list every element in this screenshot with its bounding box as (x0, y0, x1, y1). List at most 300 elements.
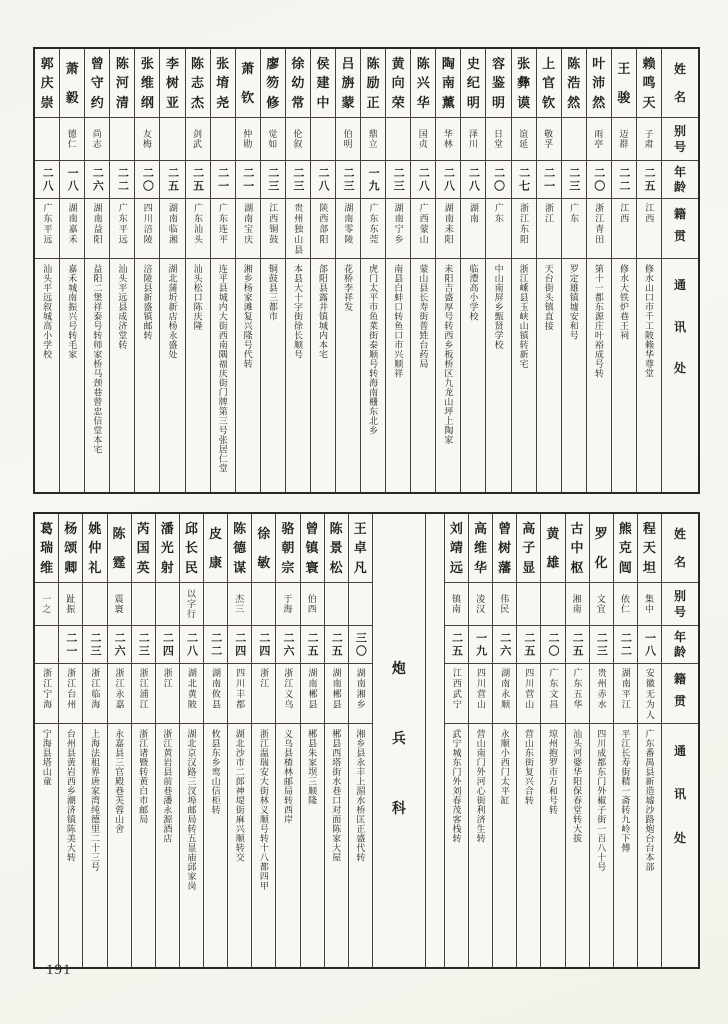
glyph: 修 (266, 95, 280, 111)
header-age-text (674, 165, 686, 195)
glyph: 礼 (88, 560, 102, 576)
entry-name-text (342, 53, 355, 113)
entry-age (110, 160, 134, 198)
entry-origin (361, 198, 385, 258)
glyph: 侯 (316, 55, 330, 71)
entry-alias-text: 文宜 (595, 594, 606, 614)
entry-address (132, 723, 155, 967)
glyph: 年 (673, 165, 686, 180)
entry-column (159, 49, 184, 492)
entry-origin-text: 四川丰都 (235, 668, 246, 710)
glyph: 皮 (209, 525, 223, 541)
glyph: 陈 (233, 520, 247, 536)
entry-origin (637, 198, 661, 258)
glyph: 官 (542, 75, 556, 91)
glyph: 王 (353, 520, 367, 536)
glyph: 炮 (391, 662, 406, 678)
entry-origin (638, 663, 661, 723)
entry-age-text: 二五 (166, 166, 179, 193)
entry-name-text (166, 53, 179, 113)
entry-name (614, 514, 637, 582)
entry-origin (612, 198, 636, 258)
entry-column (324, 514, 348, 967)
glyph: 化 (594, 555, 608, 571)
header-address (662, 723, 698, 967)
entry-address-text: 湖北沙市二郎神堤街麻兴顺转交 (234, 729, 245, 862)
glyph: 蒙 (341, 95, 355, 111)
entry-name (228, 514, 251, 582)
glyph: 程 (642, 520, 656, 536)
entry-name-text (66, 53, 79, 113)
entry-address-text: 临澧高小学校 (468, 264, 479, 321)
entry-address (336, 258, 360, 492)
glyph: 中 (570, 540, 584, 556)
entry-origin-text: 广东汕头 (192, 203, 203, 245)
entry-origin-text: 浙江 (162, 668, 173, 689)
entry-age (85, 160, 109, 198)
entry-origin-text: 四川营山 (524, 668, 535, 710)
entry-address-text: 蒙山县长寿街普甡台药局 (418, 264, 429, 369)
header-alias (662, 582, 698, 625)
entry-origin (336, 198, 360, 258)
header-name (662, 49, 698, 117)
entry-address (637, 258, 661, 492)
entry-alias-text: 子肃 (643, 129, 654, 149)
entry-origin (204, 663, 227, 723)
entry-age (59, 625, 82, 663)
entry-name (637, 49, 661, 117)
glyph: 陈 (115, 55, 129, 71)
entry-address (252, 723, 275, 967)
entry-age (638, 625, 661, 663)
entry-column (210, 49, 235, 492)
entry-alias (59, 582, 82, 625)
entry-address (590, 723, 613, 967)
entry-name (160, 49, 184, 117)
entry-origin (276, 663, 299, 723)
entry-address (386, 258, 410, 492)
entry-address (211, 258, 235, 492)
entry-alias (590, 582, 613, 625)
entry-address-text: 本县大十字街徐长顺号 (292, 264, 303, 359)
entry-name-text (367, 53, 380, 113)
glyph: 树 (165, 75, 179, 91)
entry-column (348, 514, 372, 967)
glyph: 陶 (441, 55, 455, 71)
entry-address-text: 虎门太平市鱼菜街泰顺号转海南栅东北乡 (368, 264, 379, 435)
entry-age-text: 二五 (191, 166, 204, 193)
glyph: 骏 (617, 90, 631, 106)
entry-address-text: 郴县西塔街水巷口对面陈家大屋 (331, 729, 342, 862)
entry-column (134, 49, 159, 492)
entry-name-text (498, 518, 511, 578)
glyph: 中 (316, 95, 330, 111)
entry-address-text: 四川成都东门外椒子街一百八十号 (596, 729, 607, 872)
entry-alias-text: 伟民 (499, 594, 510, 614)
entry-origin (60, 198, 84, 258)
glyph: 敏 (257, 555, 271, 571)
entry-address (286, 258, 310, 492)
entry-name (211, 49, 235, 117)
glyph: 葛 (40, 520, 54, 536)
entry-age (252, 625, 275, 663)
glyph: 浩 (567, 75, 581, 91)
entry-origin (311, 198, 335, 258)
entry-address (562, 258, 586, 492)
entry-age (211, 160, 235, 198)
entry-age (276, 625, 299, 663)
entry-origin (517, 663, 540, 723)
entry-address-text: 汕头松口陈庆隆 (192, 264, 203, 331)
entry-name-text (595, 518, 608, 578)
entry-age-text: 二五 (642, 166, 655, 193)
entry-age (325, 625, 348, 663)
entry-name (493, 514, 516, 582)
glyph: 景 (329, 540, 343, 556)
glyph: 张 (517, 55, 531, 71)
glyph: 郭 (40, 55, 54, 71)
entry-age-text: 二四 (257, 631, 270, 658)
entry-alias (517, 582, 540, 625)
entry-alias (228, 582, 251, 625)
entry-name (461, 49, 485, 117)
entry-alias-text: 觉如 (267, 129, 278, 149)
entry-origin-text: 湖北黄陂 (186, 668, 197, 710)
entry-age-text: 二三 (392, 166, 405, 193)
entry-name-text (266, 53, 279, 113)
entry-alias (110, 117, 134, 160)
entry-origin-text: 江西铜鼓 (268, 203, 279, 245)
entry-address-text: 修水山口市千工陂赖华尊堂 (644, 264, 655, 378)
entry-name-text (442, 53, 455, 113)
glyph: 徐 (257, 525, 271, 541)
glyph: 贯 (673, 229, 686, 243)
header-origin (662, 198, 698, 258)
entry-column (385, 49, 410, 492)
entry-alias-text: 仲勋 (242, 129, 253, 149)
entry-age-text: 二〇 (546, 631, 559, 658)
entry-alias (445, 582, 468, 625)
glyph: 籍 (673, 672, 686, 686)
glyph: 显 (522, 560, 536, 576)
entry-name-text (567, 53, 580, 113)
entry-address-text: 汕头平远县成济堂转 (117, 264, 128, 350)
entry-origin-text: 浙江青田 (594, 203, 605, 245)
entry-age (301, 625, 324, 663)
entry-origin (386, 198, 410, 258)
entry-origin (325, 663, 348, 723)
entry-origin-text: 贵州赤水 (596, 668, 607, 710)
entry-name-text (216, 53, 229, 113)
entry-column (107, 514, 131, 967)
entry-alias (85, 117, 109, 160)
entry-alias (349, 582, 372, 625)
glyph: 坦 (642, 560, 656, 576)
entry-column (335, 49, 360, 492)
entry-alias-text: 国贞 (417, 129, 428, 149)
entry-address-text: 铜鼓县三都市 (267, 264, 278, 321)
entry-address (361, 258, 385, 492)
entry-address (612, 258, 636, 492)
entry-alias-text: 剑武 (192, 129, 203, 149)
entry-origin (35, 663, 58, 723)
entry-age-text: 二七 (517, 166, 530, 193)
entry-name (59, 514, 82, 582)
entry-origin-text: 广东平远 (42, 203, 53, 245)
glyph: 建 (316, 75, 330, 91)
glyph: 志 (191, 75, 205, 91)
entry-age (160, 160, 184, 198)
entry-column (109, 49, 134, 492)
entry-age (135, 160, 159, 198)
glyph: 鸣 (642, 75, 656, 91)
glyph: 曾 (305, 520, 319, 536)
entry-name (35, 49, 59, 117)
entry-age-text: 二三 (567, 166, 580, 193)
entry-name-text (474, 518, 487, 578)
entry-alias (252, 582, 275, 625)
entry-address-text: 郃阳县露井镇城内本宅 (318, 264, 329, 359)
glyph: 王 (617, 60, 631, 76)
glyph: 萧 (241, 60, 255, 76)
glyph: 寰 (305, 560, 319, 576)
entry-origin (132, 663, 155, 723)
glyph: 鉴 (491, 75, 505, 91)
entry-name (386, 49, 410, 117)
entry-address-text: 永嘉县三官殿巷芙蓉山舍 (114, 729, 125, 834)
entry-alias (361, 117, 385, 160)
glyph: 陈 (191, 55, 205, 71)
entry-name-text (91, 53, 104, 113)
entry-address (512, 258, 536, 492)
entry-address-text: 南县白蚌口转鱼口市兴顺祥 (393, 264, 404, 378)
glyph: 明 (466, 95, 480, 111)
entry-name-text (241, 53, 254, 113)
entry-name (85, 49, 109, 117)
entry-column (460, 49, 485, 492)
glyph: 镇 (305, 540, 319, 556)
entry-column (59, 49, 84, 492)
glyph: 号 (673, 605, 686, 620)
entry-name-text (546, 518, 559, 578)
entry-column (84, 49, 109, 492)
entry-age (512, 160, 536, 198)
glyph: 讯 (673, 319, 686, 334)
glyph: 树 (498, 540, 512, 556)
entry-age (486, 160, 510, 198)
glyph: 正 (366, 95, 380, 111)
header-age (662, 625, 698, 663)
entry-age-text: 二八 (41, 166, 54, 193)
entry-name (486, 49, 510, 117)
entry-column (485, 49, 510, 492)
glyph: 靖 (449, 540, 463, 556)
entry-address-text: 广东番禺县新造墟沙路炮台台本部 (644, 729, 655, 872)
glyph: 芮 (136, 520, 150, 536)
entry-origin-text: 湖南临湘 (167, 203, 178, 245)
entry-origin-text: 浙江台州 (66, 668, 77, 710)
entry-age-text: 二四 (161, 631, 174, 658)
glyph: 廖 (266, 55, 280, 71)
entry-alias (261, 117, 285, 160)
entry-name-text (306, 518, 319, 578)
glyph: 张 (216, 55, 230, 71)
entry-origin-text: 广东连平 (218, 203, 229, 245)
entry-name (132, 514, 155, 582)
entry-name-text (137, 518, 150, 578)
entry-name-text (233, 518, 246, 578)
entry-name-text (392, 53, 405, 113)
header-origin-text (674, 203, 686, 247)
glyph: 堉 (216, 75, 230, 91)
entry-column (185, 49, 210, 492)
entry-alias (493, 582, 516, 625)
entry-address (638, 723, 661, 967)
entry-address-text: 耒阳吉盛厚号转西乡板桥区九龙山坪上陶家 (443, 264, 454, 445)
glyph: 名 (673, 89, 686, 104)
entry-address (85, 258, 109, 492)
entry-alias (211, 117, 235, 160)
entry-origin-text: 浙江宁海 (42, 668, 53, 710)
glyph: 民 (184, 560, 198, 576)
entry-address-text: 义乌县楂林邮局转西岸 (283, 729, 293, 824)
glyph: 常 (291, 95, 305, 111)
entry-column (203, 514, 227, 967)
entry-name (236, 49, 260, 117)
entry-column (360, 49, 385, 492)
entry-origin-text: 湖南永顺 (500, 668, 511, 710)
entry-origin-text: 湖南郴县 (331, 668, 342, 710)
entry-alias-text: 鼎立 (367, 129, 378, 149)
entry-age (587, 160, 611, 198)
entry-address-text: 湖北京汉路三汊埠邮局转五显庙邱家岗 (186, 729, 197, 891)
glyph: 容 (491, 55, 505, 71)
section-spacer-column (425, 514, 444, 967)
glyph: 钦 (542, 95, 556, 111)
entry-age-text: 二〇 (592, 166, 605, 193)
entry-column (179, 514, 203, 967)
entry-address (236, 258, 260, 492)
entry-column (444, 514, 468, 967)
entry-origin (186, 198, 210, 258)
entry-age-text: 一八 (643, 631, 656, 658)
entry-address (517, 723, 540, 967)
entry-origin-text: 广东 (493, 203, 504, 224)
glyph: 赖 (642, 55, 656, 71)
entry-alias (186, 117, 210, 160)
entry-alias (301, 582, 324, 625)
entry-origin (614, 663, 637, 723)
entry-address (180, 723, 203, 967)
entry-alias (108, 582, 131, 625)
glyph: 姚 (88, 520, 102, 536)
entry-age-text: 二八 (467, 166, 480, 193)
glyph: 凡 (353, 560, 367, 576)
entry-address-text: 花桥李祥发 (343, 264, 354, 312)
entry-origin-text: 湖南零陵 (343, 203, 354, 245)
entry-name-text (619, 518, 632, 578)
entry-column (589, 514, 613, 967)
entry-name (108, 514, 131, 582)
glyph: 杰 (191, 95, 205, 111)
entry-origin (228, 663, 251, 723)
entry-age (469, 625, 492, 663)
entry-origin-text: 浙江义乌 (283, 668, 294, 710)
entry-alias (311, 117, 335, 160)
entry-address (35, 258, 59, 492)
entry-address-text: 浙江黄岩县前巷潘永源酒店 (162, 729, 173, 843)
entry-name-text (467, 53, 480, 113)
entry-age (311, 160, 335, 198)
entry-name-text (40, 518, 53, 578)
entry-column (561, 49, 586, 492)
entry-age-text: 二一 (542, 166, 555, 193)
entry-origin (493, 663, 516, 723)
entry-age-text: 二五 (306, 631, 319, 658)
entry-alias (436, 117, 460, 160)
entry-origin-text: 四川营山 (475, 668, 486, 710)
entry-alias (276, 582, 299, 625)
entry-age (35, 160, 59, 198)
entry-alias-text: 一之 (41, 594, 52, 614)
entry-name (587, 49, 611, 117)
glyph: 颂 (64, 540, 78, 556)
entry-origin-text: 江西 (619, 203, 630, 224)
entry-name-text (643, 518, 656, 578)
entry-alias-text: 日堂 (492, 129, 503, 149)
entry-alias (637, 117, 661, 160)
entry-address (411, 258, 435, 492)
entry-name (83, 514, 106, 582)
entry-alias (204, 582, 227, 625)
glyph: 高 (474, 520, 488, 536)
directory-table-artillery (33, 512, 700, 969)
entry-alias-text: 伯西 (306, 594, 317, 614)
entry-name (537, 49, 561, 117)
entry-origin (445, 663, 468, 723)
entry-address-text: 浙江嵊县玉峡山镇转新宅 (518, 264, 529, 369)
entry-address-text: 湘乡县永丰上湄水桥匡正盛代转 (355, 729, 366, 862)
entry-origin-text: 江西 (644, 203, 655, 224)
entry-column (410, 49, 435, 492)
entry-address (228, 723, 251, 967)
entry-origin (411, 198, 435, 258)
glyph: 荣 (391, 95, 405, 111)
entry-alias-text: 迈群 (618, 129, 629, 149)
entry-name-text (41, 53, 54, 113)
entry-address (83, 723, 106, 967)
glyph: 仲 (88, 540, 102, 556)
entry-origin (541, 663, 564, 723)
entry-age-text: 一八 (66, 166, 79, 193)
entry-origin-text: 湖南宝庆 (243, 203, 254, 245)
entry-age (436, 160, 460, 198)
entry-age (336, 160, 360, 198)
entry-age-text: 二三 (266, 166, 279, 193)
entry-name (411, 49, 435, 117)
glyph: 吕 (341, 55, 355, 71)
entry-origin-text: 贵州独山县 (293, 203, 304, 256)
entry-origin (537, 198, 561, 258)
entry-origin (35, 198, 59, 258)
entry-origin-text: 浙江永嘉 (114, 668, 125, 710)
entry-name (562, 49, 586, 117)
entry-address (261, 258, 285, 492)
entry-alias (286, 117, 310, 160)
glyph: 天 (642, 95, 656, 111)
glyph: 然 (567, 95, 581, 111)
entry-address-text: 浙江温瑞安大街林义顺号转十八都四甲 (258, 729, 269, 891)
